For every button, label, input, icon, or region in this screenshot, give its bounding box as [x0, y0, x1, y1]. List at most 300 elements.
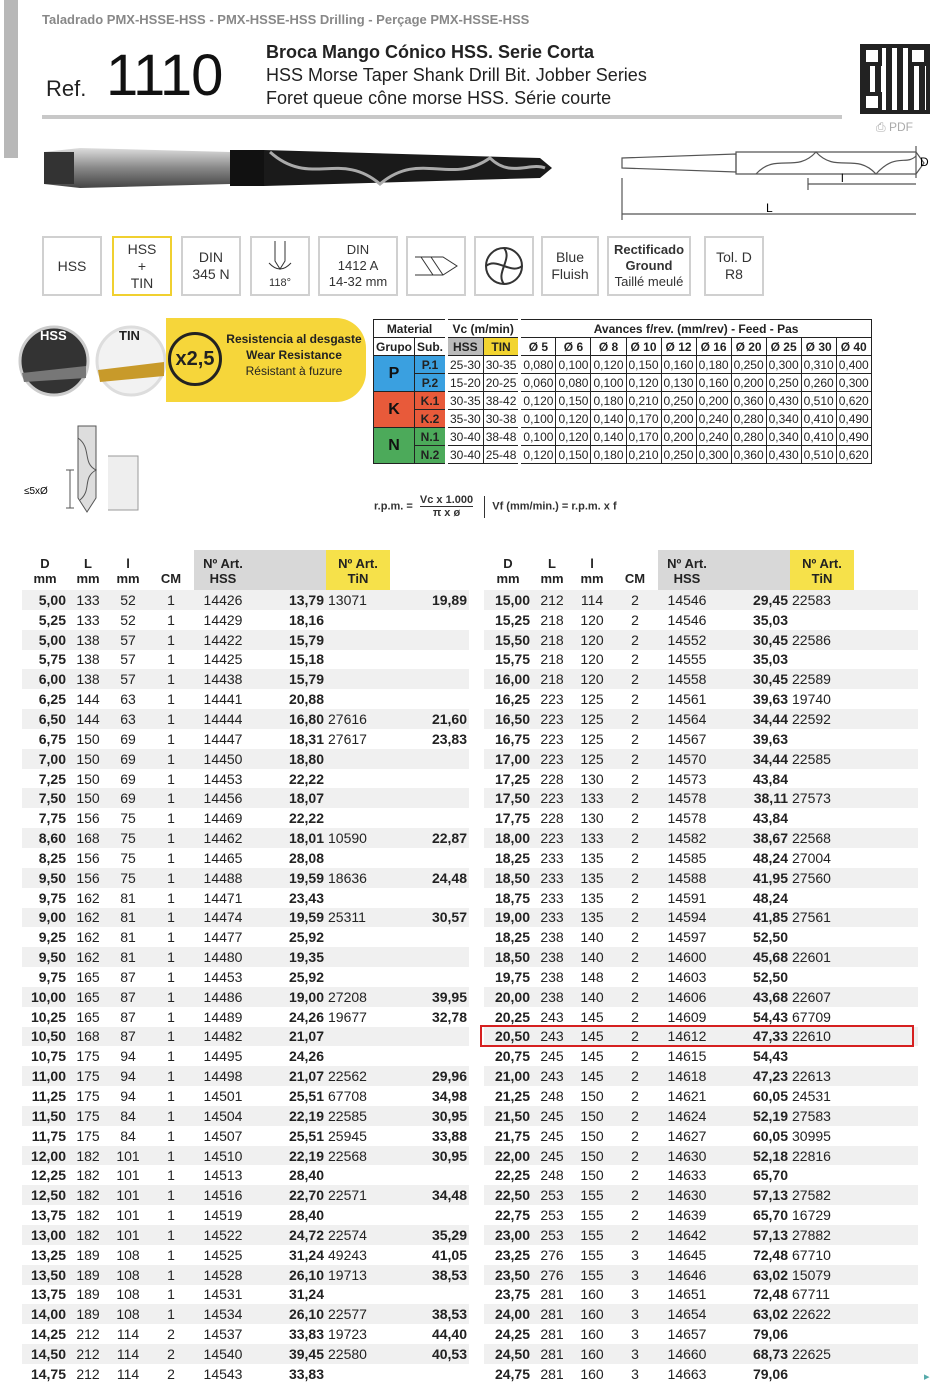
- art-tin-cell: 24531: [792, 1088, 831, 1105]
- art-tin-cell: 16729: [792, 1207, 831, 1224]
- cm-cell: 2: [612, 709, 658, 729]
- art-tin-cell: 22568: [326, 1146, 390, 1166]
- table-row[interactable]: [484, 749, 918, 769]
- table-row[interactable]: [22, 1285, 469, 1305]
- flute-length-cell: 155: [572, 1265, 612, 1285]
- cutting-row: [374, 446, 872, 464]
- price-hss-cell: 21,07: [252, 1027, 326, 1047]
- table-row[interactable]: [22, 967, 469, 987]
- total-length-cell: 223: [532, 709, 572, 729]
- price-tin-cell: 30,57: [390, 908, 469, 928]
- table-row[interactable]: [22, 610, 469, 630]
- art-hss-cell: 14552: [658, 630, 716, 650]
- feature-label: Taillé meulé: [614, 274, 684, 289]
- art-hss-cell: 14537: [203, 1326, 243, 1343]
- art-tin-cell: 19723: [328, 1326, 367, 1343]
- price-hss-cell: 19,59: [252, 908, 326, 928]
- total-length-cell: 245: [532, 1146, 572, 1166]
- table-row[interactable]: [484, 788, 918, 808]
- table-row[interactable]: [484, 947, 918, 967]
- flute-length-cell: 84: [108, 1106, 148, 1126]
- price-tin-cell: [854, 1066, 918, 1086]
- art-tin-cell: [790, 729, 854, 749]
- table-row[interactable]: [22, 630, 469, 650]
- table-row[interactable]: [22, 788, 469, 808]
- table-row[interactable]: [22, 868, 469, 888]
- material-group: K: [374, 392, 415, 428]
- table-row[interactable]: [22, 729, 469, 749]
- art-hss-cell: 14663: [667, 1365, 707, 1382]
- price-tin-cell: [390, 967, 469, 987]
- scroll-indicator[interactable]: [4, 0, 18, 158]
- flute-length-cell: 101: [116, 1167, 140, 1184]
- table-row[interactable]: [484, 808, 918, 828]
- flute-length-cell: 140: [572, 987, 612, 1007]
- table-row[interactable]: [484, 908, 918, 928]
- art-hss-cell: 14453: [203, 968, 243, 985]
- table-row[interactable]: [484, 729, 918, 749]
- art-tin-cell: [790, 1324, 854, 1344]
- diameter-cell: 7,25: [38, 770, 66, 787]
- table-row[interactable]: [484, 1364, 918, 1384]
- flute-length-cell: 57: [120, 651, 136, 668]
- price-hss-cell: 23,43: [288, 889, 324, 906]
- art-tin-cell: 22577: [326, 1304, 390, 1324]
- table-row[interactable]: [484, 590, 918, 610]
- diameter-cell: 12,00: [22, 1146, 68, 1166]
- total-length-cell: 233: [532, 908, 572, 928]
- table-row[interactable]: [484, 1106, 918, 1126]
- price-hss-cell: 33,83: [288, 1365, 324, 1382]
- cm-cell: 1: [167, 611, 175, 628]
- price-tin-cell: [854, 1304, 918, 1324]
- table-row[interactable]: [22, 808, 469, 828]
- table-row[interactable]: [484, 868, 918, 888]
- feature-label: DIN: [198, 249, 224, 265]
- table-row[interactable]: [22, 987, 469, 1007]
- art-tin-cell: 22585: [790, 749, 854, 769]
- art-tin-cell: 27573: [790, 788, 854, 808]
- price-tin-cell: 23,83: [431, 730, 467, 747]
- table-row[interactable]: [22, 1126, 469, 1146]
- table-row[interactable]: [484, 709, 918, 729]
- art-tin-cell: 13071: [326, 590, 390, 610]
- price-hss-cell: 43,68: [716, 987, 790, 1007]
- flute-length-cell: 145: [572, 1027, 612, 1047]
- art-hss-cell: 14546: [658, 590, 716, 610]
- price-tin-cell: [854, 1086, 918, 1106]
- table-row[interactable]: [22, 650, 469, 670]
- art-hss-cell: 14422: [194, 630, 252, 650]
- table-row[interactable]: [484, 1185, 918, 1205]
- total-length-cell: 223: [532, 828, 572, 848]
- table-row[interactable]: [484, 828, 918, 848]
- pdf-label: PDF: [888, 120, 913, 134]
- qr-code-icon[interactable]: [860, 44, 930, 114]
- feed-value: 0,310: [801, 356, 836, 374]
- art-hss-cell: 14465: [203, 849, 243, 866]
- art-tin-cell: [790, 1046, 854, 1066]
- cm-cell: 3: [612, 1265, 658, 1285]
- table-row[interactable]: [22, 1344, 469, 1364]
- vc-tin: 38-42: [483, 392, 520, 410]
- art-tin-cell: 22607: [790, 987, 854, 1007]
- dimensions-table-left: [22, 550, 469, 1384]
- diameter-cell: 20,00: [484, 987, 532, 1007]
- diameter-cell: 12,50: [22, 1185, 68, 1205]
- price-tin-cell: 34,98: [431, 1088, 467, 1105]
- table-row[interactable]: [484, 1146, 918, 1166]
- table-row[interactable]: [22, 590, 469, 610]
- price-tin-cell: 19,89: [390, 590, 469, 610]
- table-row[interactable]: [22, 1027, 469, 1047]
- diameter-cell: 19,00: [484, 908, 532, 928]
- price-tin-cell: [390, 947, 469, 967]
- price-hss-cell: 34,44: [716, 749, 790, 769]
- diameter-cell: 14,75: [30, 1365, 66, 1382]
- diameter-cell: 17,75: [494, 810, 530, 827]
- art-tin-cell: 27582: [790, 1185, 854, 1205]
- art-tin-cell: [790, 650, 854, 670]
- table-row[interactable]: [484, 1165, 918, 1185]
- table-row[interactable]: [22, 689, 469, 709]
- cm-cell: 1: [148, 868, 194, 888]
- feed-value: 0,260: [801, 374, 836, 392]
- price-tin-cell: [854, 1285, 918, 1305]
- feed-value: 0,300: [836, 374, 871, 392]
- art-hss-cell: 14444: [194, 709, 252, 729]
- table-row[interactable]: [22, 1245, 469, 1265]
- cm-cell: 2: [612, 987, 658, 1007]
- flute-length-cell: 150: [572, 1106, 612, 1126]
- feed-value: 0,170: [626, 428, 661, 446]
- art-hss-cell: 14621: [667, 1088, 707, 1105]
- header-diameter-sub: mm: [33, 571, 57, 586]
- feature-label: Tol. D: [716, 249, 752, 265]
- diameter-cell: 24,50: [484, 1344, 532, 1364]
- price-hss-cell: 39,63: [752, 691, 788, 708]
- diameter-cell: 7,75: [38, 810, 66, 827]
- table-row[interactable]: [484, 610, 918, 630]
- art-tin-cell: 22568: [790, 828, 854, 848]
- feed-value: 0,340: [766, 410, 801, 428]
- price-hss-cell: 43,84: [752, 770, 788, 787]
- table-row[interactable]: [22, 848, 469, 868]
- total-length-cell: 223: [532, 788, 572, 808]
- table-row[interactable]: [22, 828, 469, 848]
- header-total-length-label: L: [548, 556, 556, 571]
- price-tin-cell: [854, 987, 918, 1007]
- feed-value: 0,160: [661, 356, 696, 374]
- art-hss-cell: 14597: [667, 929, 707, 946]
- table-row[interactable]: [22, 1324, 469, 1344]
- price-tin-cell: [390, 689, 469, 709]
- flute-length-cell: 81: [120, 889, 136, 906]
- table-row[interactable]: [22, 1205, 469, 1225]
- table-row[interactable]: [22, 1106, 469, 1126]
- price-tin-cell: 35,29: [390, 1225, 469, 1245]
- table-row[interactable]: [484, 650, 918, 670]
- flute-length-cell: 57: [108, 669, 148, 689]
- cm-cell: 1: [167, 929, 175, 946]
- price-hss-cell: 28,40: [288, 1207, 324, 1224]
- diameter-cell: 23,00: [484, 1225, 532, 1245]
- total-length-cell: 189: [76, 1286, 100, 1303]
- cm-cell: 2: [631, 770, 639, 787]
- next-arrow-icon[interactable]: ▸: [924, 1371, 930, 1383]
- diameter-cell: 22,75: [494, 1207, 530, 1224]
- art-hss-cell: 14543: [203, 1365, 243, 1382]
- price-hss-cell: 24,72: [252, 1225, 326, 1245]
- flute-length-cell: 148: [580, 968, 604, 985]
- art-hss-cell: 14450: [194, 749, 252, 769]
- cm-cell: 1: [148, 788, 194, 808]
- total-length-cell: 150: [68, 788, 108, 808]
- table-row[interactable]: [484, 1285, 918, 1305]
- art-tin-cell: 67709: [792, 1008, 831, 1025]
- table-row[interactable]: [22, 1304, 469, 1324]
- art-tin-cell: [326, 630, 390, 650]
- diameter-cell: 13,75: [30, 1207, 66, 1224]
- feed-value: 0,400: [836, 356, 871, 374]
- table-row[interactable]: [22, 1007, 469, 1027]
- art-hss-cell: 14609: [667, 1008, 707, 1025]
- header-cm: [612, 550, 658, 590]
- cm-cell: 2: [631, 651, 639, 668]
- total-length-cell: 162: [68, 908, 108, 928]
- art-tin-cell: 27616: [326, 709, 390, 729]
- feed-value: 0,250: [661, 392, 696, 410]
- table-row[interactable]: [22, 1165, 469, 1185]
- feature-label: Fluish: [551, 266, 589, 282]
- price-hss-cell: 79,06: [752, 1365, 788, 1382]
- table-row[interactable]: [22, 669, 469, 689]
- art-tin-cell: [326, 610, 390, 630]
- cm-cell: 2: [631, 611, 639, 628]
- art-hss-cell: 14519: [203, 1207, 243, 1224]
- art-tin-cell: 67710: [792, 1246, 831, 1263]
- table-row[interactable]: [484, 1344, 918, 1364]
- flute-length-cell: 87: [120, 968, 136, 985]
- art-hss-cell: 14498: [194, 1066, 252, 1086]
- total-length-cell: 243: [532, 1066, 572, 1086]
- table-row[interactable]: [484, 987, 918, 1007]
- cm-cell: 3: [631, 1326, 639, 1343]
- feed-value: 0,200: [661, 428, 696, 446]
- art-hss-cell: 14573: [667, 770, 707, 787]
- table-row[interactable]: [22, 908, 469, 928]
- table-row[interactable]: [22, 1265, 469, 1285]
- feature-label: TIN: [130, 274, 154, 291]
- table-row[interactable]: [484, 1324, 918, 1344]
- flute-length-cell: 75: [120, 810, 136, 827]
- feed-value: 0,200: [661, 410, 696, 428]
- total-length-cell: 162: [76, 889, 100, 906]
- diameter-cell: 16,75: [494, 730, 530, 747]
- total-length-cell: 189: [76, 1246, 100, 1263]
- cm-cell: 3: [631, 1246, 639, 1263]
- table-row[interactable]: [484, 888, 918, 908]
- cm-cell: 2: [612, 669, 658, 689]
- feed-value: 0,160: [696, 374, 731, 392]
- table-row[interactable]: [484, 848, 918, 868]
- table-row[interactable]: [484, 1245, 918, 1265]
- table-row[interactable]: [22, 947, 469, 967]
- total-length-cell: 276: [540, 1246, 564, 1263]
- total-length-cell: 243: [532, 1027, 572, 1047]
- cm-cell: 2: [631, 1167, 639, 1184]
- price-tin-cell: [390, 630, 469, 650]
- price-hss-cell: 22,19: [252, 1106, 326, 1126]
- price-hss-cell: 45,68: [716, 947, 790, 967]
- art-hss-cell: 14486: [194, 987, 252, 1007]
- cm-cell: 3: [631, 1286, 639, 1303]
- table-row[interactable]: [484, 1225, 918, 1245]
- price-tin-cell: [854, 828, 918, 848]
- price-tin-cell: 29,96: [390, 1066, 469, 1086]
- price-hss-cell: 26,10: [252, 1304, 326, 1324]
- table-row[interactable]: [484, 1046, 918, 1066]
- price-hss-cell: 30,45: [716, 669, 790, 689]
- art-hss-cell: 14501: [203, 1088, 243, 1105]
- pdf-link[interactable]: ⎙ PDF: [876, 120, 913, 134]
- price-tin-cell: [854, 1364, 918, 1384]
- art-tin-cell: [790, 888, 854, 908]
- art-hss-cell: 14477: [203, 929, 243, 946]
- material-sub: K.2: [415, 410, 447, 428]
- cm-cell: 1: [167, 1167, 175, 1184]
- table-row[interactable]: [22, 1086, 469, 1106]
- art-hss-cell: 14627: [667, 1127, 707, 1144]
- cm-cell: 2: [631, 889, 639, 906]
- table-row[interactable]: [484, 927, 918, 947]
- price-hss-cell: 52,19: [716, 1106, 790, 1126]
- feature-label: HSS: [127, 240, 157, 257]
- table-row[interactable]: [22, 888, 469, 908]
- ref-label: Ref.: [46, 76, 87, 101]
- table-row[interactable]: [22, 749, 469, 769]
- flute-length-cell: 145: [572, 1066, 612, 1086]
- table-row[interactable]: [484, 669, 918, 689]
- feature-label: 14-32 mm: [328, 274, 388, 289]
- total-length-cell: 182: [76, 1207, 100, 1224]
- price-tin-cell: [854, 769, 918, 789]
- table-row[interactable]: [484, 1007, 918, 1027]
- table-row[interactable]: [22, 1046, 469, 1066]
- total-length-cell: 281: [540, 1326, 564, 1343]
- vc-tin: 30-38: [483, 410, 520, 428]
- price-tin-cell: [854, 729, 918, 749]
- feed-value: 0,250: [661, 446, 696, 464]
- price-tin-cell: 30,95: [390, 1146, 469, 1166]
- table-row[interactable]: [22, 709, 469, 729]
- flute-length-cell: 108: [116, 1286, 140, 1303]
- art-tin-cell: 22592: [790, 709, 854, 729]
- diameter-cell: 10,00: [22, 987, 68, 1007]
- total-length-cell: 238: [532, 987, 572, 1007]
- table-row[interactable]: [22, 927, 469, 947]
- table-row[interactable]: [484, 630, 918, 650]
- art-hss-cell: 14525: [203, 1246, 243, 1263]
- table-row[interactable]: [484, 1205, 918, 1225]
- table-row[interactable]: [22, 1185, 469, 1205]
- table-row[interactable]: [22, 1066, 469, 1086]
- feed-value: 0,130: [661, 374, 696, 392]
- table-row[interactable]: [484, 1265, 918, 1285]
- diameter-cell: 13,75: [30, 1286, 66, 1303]
- table-row[interactable]: [484, 1304, 918, 1324]
- art-tin-cell: 22571: [326, 1185, 390, 1205]
- total-length-cell: 243: [540, 1008, 564, 1025]
- art-hss-cell: 14495: [203, 1048, 243, 1065]
- table-row[interactable]: [22, 1146, 469, 1166]
- art-tin-cell: 10590: [326, 828, 390, 848]
- art-hss-cell: 14618: [658, 1066, 716, 1086]
- feature-ground-icon: [607, 236, 691, 296]
- art-tin-cell: [790, 1165, 854, 1185]
- diameter-cell: 15,25: [494, 611, 530, 628]
- flute-length-cell: 69: [120, 730, 136, 747]
- total-length-cell: 212: [76, 1365, 100, 1382]
- table-row[interactable]: [22, 1225, 469, 1245]
- table-row[interactable]: [484, 967, 918, 987]
- table-row[interactable]: [484, 1066, 918, 1086]
- price-hss-cell: 35,03: [752, 611, 788, 628]
- feed-value: 0,240: [696, 428, 731, 446]
- feature-hss-tin-icon: [112, 236, 172, 296]
- art-hss-cell: 14633: [667, 1167, 707, 1184]
- ref-number: 1110: [106, 43, 223, 108]
- art-tin-cell: [326, 927, 390, 947]
- price-hss-cell: 38,11: [716, 788, 790, 808]
- table-row[interactable]: [22, 1364, 469, 1384]
- table-row[interactable]: [484, 1126, 918, 1146]
- table-row[interactable]: [484, 769, 918, 789]
- art-hss-cell: 14651: [667, 1286, 707, 1303]
- price-tin-cell: [854, 610, 918, 630]
- table-row[interactable]: [484, 689, 918, 709]
- cm-cell: 2: [631, 1048, 639, 1065]
- price-hss-cell: 60,05: [752, 1088, 788, 1105]
- total-length-cell: 276: [532, 1265, 572, 1285]
- price-hss-cell: 43,84: [752, 810, 788, 827]
- price-tin-cell: 38,53: [390, 1265, 469, 1285]
- price-hss-cell: 15,18: [288, 651, 324, 668]
- total-length-cell: 165: [68, 987, 108, 1007]
- flute-length-cell: 125: [572, 709, 612, 729]
- feed-value: 0,620: [836, 446, 871, 464]
- total-length-cell: 175: [68, 1066, 108, 1086]
- feed-value: 0,360: [731, 392, 766, 410]
- price-hss-cell: 79,06: [752, 1326, 788, 1343]
- total-length-cell: 138: [68, 669, 108, 689]
- header-feed: Avances f/rev. (mm/rev) - Feed - Pas: [520, 320, 871, 338]
- total-length-cell: 253: [532, 1185, 572, 1205]
- table-row[interactable]: [22, 769, 469, 789]
- breadcrumb: Taladrado PMX-HSSE-HSS - PMX-HSSE-HSS Drilling - Perçage PMX-HSSE-HSS: [42, 12, 530, 27]
- cm-cell: 2: [612, 1106, 658, 1126]
- table-row[interactable]: [484, 1086, 918, 1106]
- art-tin-cell: 19740: [792, 691, 831, 708]
- total-length-cell: 182: [68, 1146, 108, 1166]
- header-art-hss-sub: HSS: [673, 571, 701, 586]
- price-tin-cell: [854, 1007, 918, 1027]
- header-art-tin-label: Nº Art.: [802, 556, 842, 571]
- cm-cell: 1: [167, 1246, 175, 1263]
- price-tin-cell: [854, 1324, 918, 1344]
- art-tin-cell: 25945: [328, 1127, 367, 1144]
- total-length-cell: 156: [76, 849, 100, 866]
